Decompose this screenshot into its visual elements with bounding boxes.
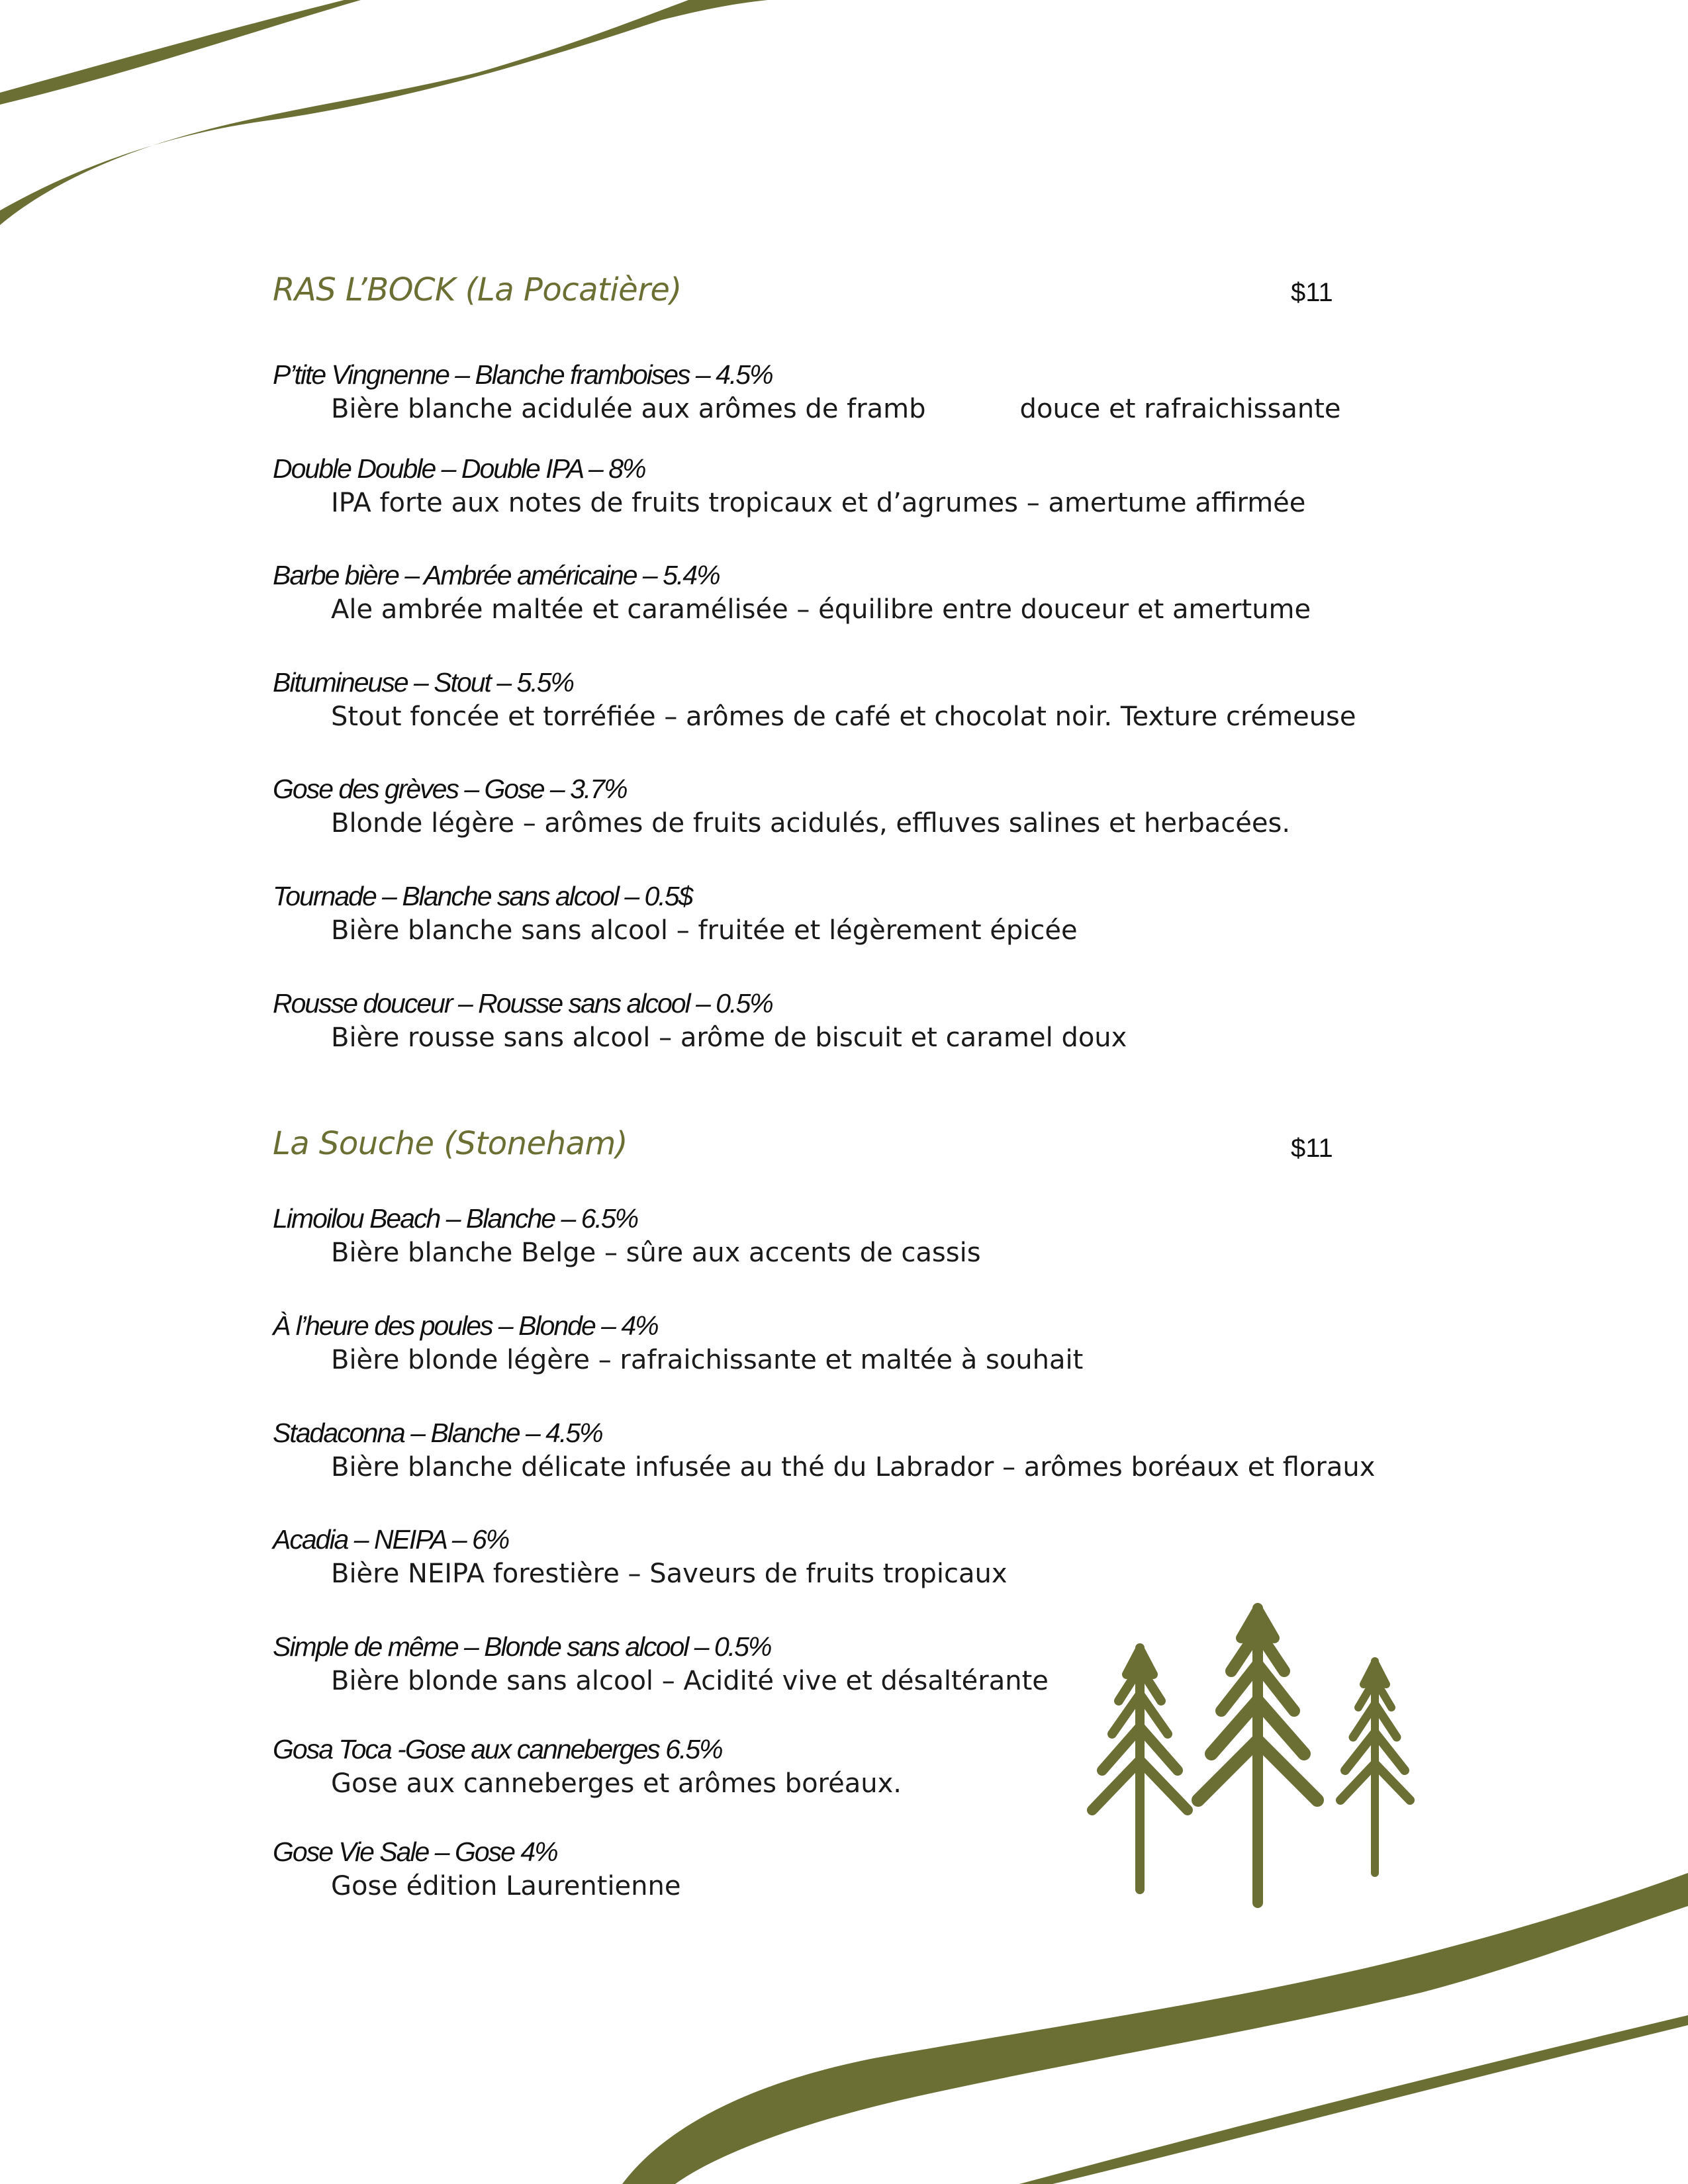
menu-item xyxy=(273,558,1464,627)
beer-name: Simple de même – Blonde sans alcool – 0.5% xyxy=(273,1631,771,1662)
beer-description: Bière blanche délicate infusée au thé du Labrador – arômes boréaux et floraux xyxy=(331,1452,1376,1482)
beer-name: Double Double – Double IPA – 8% xyxy=(273,453,645,484)
right-tree xyxy=(1340,1661,1410,1873)
section-title-ras-lbock: RAS L’BOCK (La Pocatière) xyxy=(273,271,682,308)
menu-item xyxy=(273,1522,1464,1591)
beer-name: Rousse douceur – Rousse sans alcool – 0.5% xyxy=(273,988,773,1019)
beer-description xyxy=(331,392,1464,426)
beer-description: Gose aux canneberges et arômes boréaux. xyxy=(331,1768,902,1799)
beer-description: Stout foncée et torréfiée – arômes de café et chocolat noir. Texture crémeuse xyxy=(331,702,1356,732)
center-tree xyxy=(1198,1608,1317,1903)
beer-description: Blonde légère – arômes de fruits acidulés, effluves salines et herbacées. xyxy=(331,808,1291,839)
beer-description: Bière blonde légère – rafraichissante et maltée à souhait xyxy=(331,1345,1084,1375)
beer-name: À l’heure des poules – Blonde – 4% xyxy=(273,1310,658,1341)
beer-name: Limoilou Beach – Blanche – 6.5% xyxy=(273,1203,638,1234)
beer-description: Bière blonde sans alcool – Acidité vive et désaltérante xyxy=(331,1666,1049,1696)
beer-description: Bière NEIPA forestière – Saveurs de fruits tropicaux xyxy=(331,1559,1008,1589)
beer-name: Acadia – NEIPA – 6% xyxy=(273,1524,509,1555)
menu-item xyxy=(273,451,1464,520)
beer-name: Tournade – Blanche sans alcool – 0.5$ xyxy=(273,881,692,911)
beer-description: Bière rousse sans alcool – arôme de biscuit et caramel doux xyxy=(331,1023,1127,1053)
pine-trees-icon xyxy=(1079,1602,1423,1913)
menu-item xyxy=(273,1308,1464,1377)
beer-name: Gose Vie Sale – Gose 4% xyxy=(273,1837,557,1867)
beer-name: Gose des grèves – Gose – 3.7% xyxy=(273,774,627,804)
beer-name: Gosa Toca -Gose aux canneberges 6.5% xyxy=(273,1734,722,1764)
menu-item xyxy=(273,1416,1464,1484)
beer-description-part-b: douce et rafraichissante xyxy=(1019,394,1341,424)
menu-item xyxy=(273,879,1464,948)
beer-description: Ale ambrée maltée et caramélisée – équilibre entre douceur et amertume xyxy=(331,594,1311,625)
beer-description: IPA forte aux notes de fruits tropicaux et d’agrumes – amertume affirmée xyxy=(331,488,1306,518)
beer-name: Stadaconna – Blanche – 4.5% xyxy=(273,1418,602,1448)
section-title-la-souche: La Souche (Stoneham) xyxy=(273,1125,628,1162)
beer-name: Barbe bière – Ambrée américaine – 5.4% xyxy=(273,560,720,590)
beer-description: Gose édition Laurentienne xyxy=(331,1871,681,1901)
beer-description: Bière blanche Belge – sûre aux accents de cassis xyxy=(331,1238,981,1268)
left-tree xyxy=(1092,1648,1188,1889)
beer-name: Bitumineuse – Stout – 5.5% xyxy=(273,667,573,698)
beer-name: P’tite Vingnenne – Blanche framboises – 4.5% xyxy=(273,359,773,390)
top-thin-stroke xyxy=(0,0,361,105)
beer-description-part-a: Bière blanche acidulée aux arômes de framb xyxy=(331,394,926,424)
menu-item xyxy=(273,986,1464,1055)
menu-item xyxy=(273,772,1464,841)
section-price: $11 xyxy=(1291,278,1333,307)
section-price: $11 xyxy=(1291,1134,1333,1163)
menu-item xyxy=(273,665,1464,734)
menu-item xyxy=(273,1201,1464,1270)
beer-description: Bière blanche sans alcool – fruitée et légèrement épicée xyxy=(331,915,1078,946)
bottom-thick-stroke xyxy=(622,1873,1688,2184)
menu-item xyxy=(273,357,1464,426)
top-thick-stroke xyxy=(0,0,768,225)
